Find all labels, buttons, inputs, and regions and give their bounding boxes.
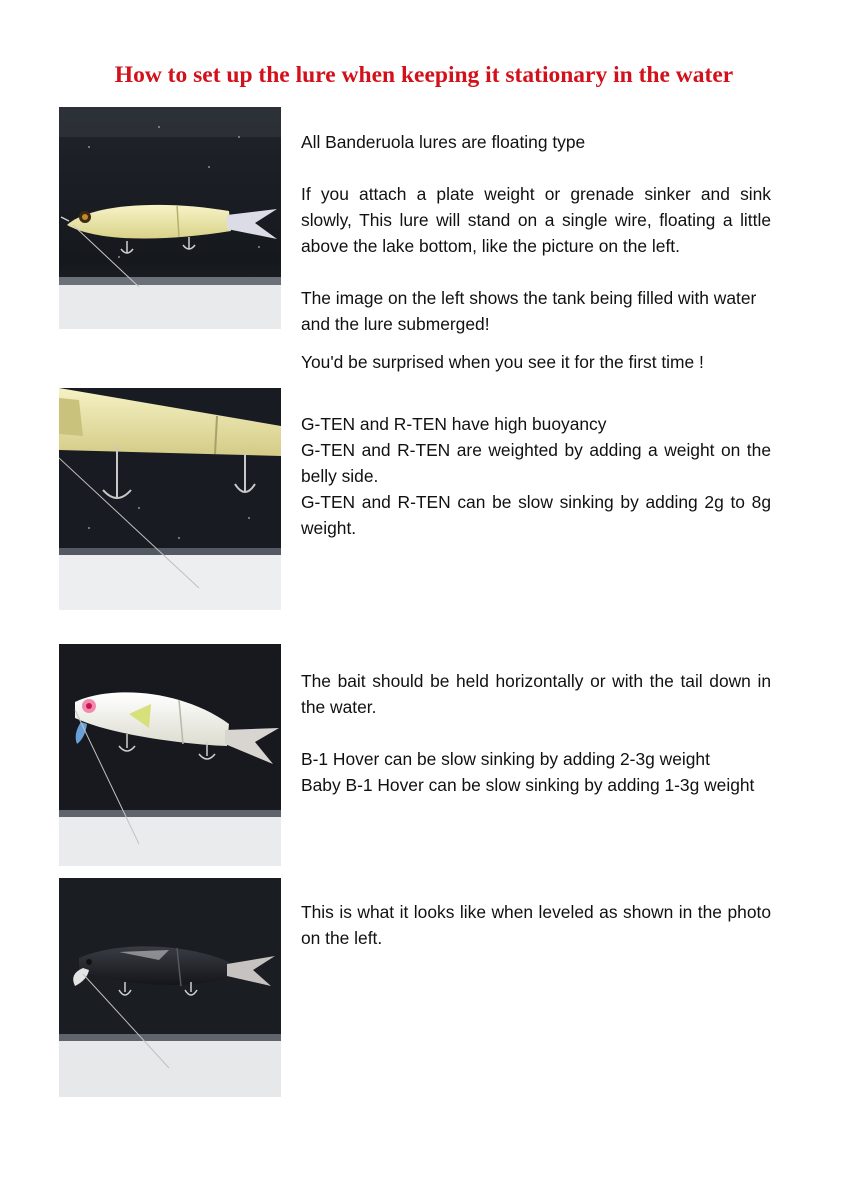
line-high-buoyancy: G-TEN and R-TEN have high buoyancy <box>301 414 607 434</box>
section-b1-hover <box>301 668 771 798</box>
section-leveled <box>301 899 771 951</box>
paragraph-surprised: You'd be surprised when you see it for the first time ! <box>301 352 704 372</box>
lure-photo-closeup <box>59 388 281 610</box>
paragraph-plate-weight: If you attach a plate weight or grenade sinker and sink slowly, This lure will stand on a single wire, floating a little above the lake bottom, like the picture on the left. <box>301 184 771 256</box>
lure-photo-black <box>59 878 281 1097</box>
section-gten-rten <box>301 411 771 541</box>
line-belly-weight: G-TEN and R-TEN are weighted by adding a weight on the belly side. <box>301 440 771 486</box>
line-b1-hover-weight: B-1 Hover can be slow sinking by adding 2-3g weight <box>301 749 710 769</box>
line-baby-b1-hover-weight: Baby B-1 Hover can be slow sinking by adding 1-3g weight <box>301 775 755 795</box>
line-slow-sinking: G-TEN and R-TEN can be slow sinking by adding 2g to 8g weight. <box>301 492 771 538</box>
paragraph-tank-image: The image on the left shows the tank being filled with water and the lure submerged! <box>301 288 757 334</box>
paragraph-held-horizontally: The bait should be held horizontally or with the tail down in the water. <box>301 671 771 717</box>
lure-photo-yellow <box>59 107 281 329</box>
paragraph-floating-type: All Banderuola lures are floating type <box>301 132 586 152</box>
section-floating-setup <box>301 129 771 375</box>
paragraph-leveled: This is what it looks like when leveled as shown in the photo on the left. <box>301 902 771 948</box>
page-title: How to set up the lure when keeping it stationary in the water <box>114 62 734 88</box>
lure-photo-white <box>59 644 281 866</box>
